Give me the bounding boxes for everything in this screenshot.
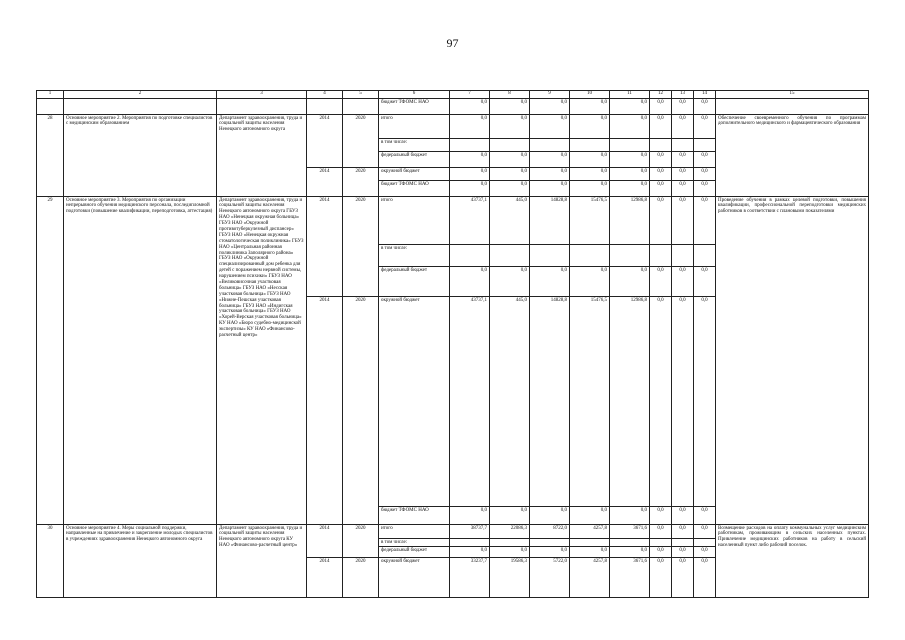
start-year-cell: 2014 <box>307 297 343 525</box>
value-cell: 0,0 <box>694 547 716 558</box>
value-cell: 0,0 <box>610 99 650 115</box>
empty-cell <box>307 99 343 115</box>
start-year-cell: 2014 <box>307 115 343 168</box>
value-cell: 0,0 <box>610 267 650 297</box>
value-cell <box>694 539 716 547</box>
column-number-cell: 11 <box>610 91 650 99</box>
value-cell: 0,0 <box>490 181 530 197</box>
value-cell: 15476,5 <box>570 197 610 245</box>
funding-source-cell: бюджет ТФОМС НАО <box>379 181 450 197</box>
value-cell: 0,0 <box>694 267 716 297</box>
empty-cell <box>217 99 307 115</box>
value-cell: 0,0 <box>650 547 672 558</box>
start-year-cell: 2014 <box>307 558 343 598</box>
value-cell: 0,0 <box>570 152 610 168</box>
value-cell <box>610 539 650 547</box>
funding-source-cell: в том числе: <box>379 245 450 267</box>
value-cell <box>570 139 610 152</box>
value-cell: 0,0 <box>570 168 610 181</box>
column-number-cell: 9 <box>530 91 570 99</box>
value-cell: 0,0 <box>530 152 570 168</box>
value-cell: 0,0 <box>530 115 570 139</box>
value-cell: 0,0 <box>672 547 694 558</box>
expected-result-cell: Проведение обучения в рамках целевой подготовки, повышения квалификации, профессиональной переподготовки медицинских работников в соответствии с плановыми показателями <box>716 197 869 525</box>
expected-result-cell: Возмещение расходов на оплату коммунальных услуг медицинским работникам, проживающим в сельских населенных пунктах. Привлечение медицинских работников на работу в сельский населенный пункт либо рабочий поселок. <box>716 525 869 598</box>
table-row <box>37 197 869 245</box>
value-cell: 0,0 <box>694 152 716 168</box>
value-cell: 0,0 <box>570 115 610 139</box>
value-cell: 0,0 <box>490 547 530 558</box>
column-number-cell: 2 <box>64 91 217 99</box>
column-number-cell: 3 <box>217 91 307 99</box>
value-cell <box>450 245 490 267</box>
column-number-cell: 8 <box>490 91 530 99</box>
value-cell: 0,0 <box>450 168 490 181</box>
value-cell: 0,0 <box>530 547 570 558</box>
value-cell <box>530 139 570 152</box>
program-table <box>36 90 869 598</box>
value-cell: 0,0 <box>530 507 570 525</box>
value-cell: 0,0 <box>530 99 570 115</box>
value-cell: 0,0 <box>672 507 694 525</box>
column-number-cell: 1 <box>37 91 64 99</box>
executor-cell: Департамент здравоохранения, труда и социальной защиты населения Ненецкого автономного округа <box>217 115 307 197</box>
value-cell: 15476,5 <box>570 297 610 507</box>
value-cell: 33237,7 <box>450 558 490 598</box>
start-year-cell: 2014 <box>307 525 343 558</box>
value-cell: 0,0 <box>530 181 570 197</box>
value-cell: 43737,1 <box>450 297 490 507</box>
value-cell: 0,0 <box>650 267 672 297</box>
value-cell: 0,0 <box>450 267 490 297</box>
value-cell: 38737,7 <box>450 525 490 539</box>
value-cell: 8722,0 <box>530 525 570 539</box>
value-cell: 0,0 <box>490 152 530 168</box>
end-year-cell: 2020 <box>343 115 379 168</box>
value-cell <box>694 139 716 152</box>
value-cell: 0,0 <box>650 99 672 115</box>
executor-cell: Департамент здравоохранения, труда и социальной защиты населения Ненецкого автономного округа КУ НАО «Финансово-расчетный центр» <box>217 525 307 598</box>
value-cell: 0,0 <box>570 547 610 558</box>
value-cell: 0,0 <box>650 168 672 181</box>
value-cell: 0,0 <box>650 115 672 139</box>
funding-source-cell: бюджет ТФОМС НАО <box>379 99 450 115</box>
empty-cell <box>37 99 64 115</box>
value-cell: 0,0 <box>450 507 490 525</box>
column-number-cell: 13 <box>672 91 694 99</box>
column-number-cell: 6 <box>379 91 450 99</box>
value-cell: 0,0 <box>650 197 672 245</box>
value-cell: 0,0 <box>694 558 716 598</box>
end-year-cell: 2020 <box>343 197 379 297</box>
value-cell: 4257,8 <box>570 558 610 598</box>
value-cell: 0,0 <box>672 115 694 139</box>
value-cell: 0,0 <box>610 181 650 197</box>
value-cell: 0,0 <box>672 297 694 507</box>
end-year-cell: 2020 <box>343 558 379 598</box>
value-cell: 5722,0 <box>530 558 570 598</box>
value-cell: 0,0 <box>490 267 530 297</box>
value-cell <box>490 245 530 267</box>
value-cell: 0,0 <box>610 168 650 181</box>
value-cell: 0,0 <box>650 558 672 598</box>
value-cell: 445,0 <box>490 297 530 507</box>
value-cell: 0,0 <box>570 507 610 525</box>
value-cell <box>610 139 650 152</box>
column-number-cell: 15 <box>716 91 869 99</box>
funding-source-cell: окружной бюджет <box>379 297 450 507</box>
value-cell <box>672 539 694 547</box>
value-cell <box>570 245 610 267</box>
value-cell <box>450 539 490 547</box>
value-cell: 0,0 <box>672 181 694 197</box>
value-cell <box>650 539 672 547</box>
expected-result-cell: Обеспечение своевременного обучения по программам дополнительного медицинского и фармацевтического образования <box>716 115 869 197</box>
value-cell <box>694 245 716 267</box>
value-cell <box>450 139 490 152</box>
value-cell: 0,0 <box>610 547 650 558</box>
column-number-cell: 4 <box>307 91 343 99</box>
value-cell: 0,0 <box>672 168 694 181</box>
value-cell: 0,0 <box>672 152 694 168</box>
empty-cell <box>343 99 379 115</box>
value-cell: 0,0 <box>530 168 570 181</box>
value-cell <box>490 539 530 547</box>
header-row <box>37 91 869 99</box>
funding-source-cell: окружной бюджет <box>379 168 450 181</box>
value-cell: 0,0 <box>450 115 490 139</box>
value-cell: 0,0 <box>650 152 672 168</box>
value-cell: 12986,8 <box>610 197 650 245</box>
column-number-cell: 14 <box>694 91 716 99</box>
value-cell: 3671,6 <box>610 558 650 598</box>
value-cell <box>530 245 570 267</box>
row-number-cell: 29 <box>37 197 64 525</box>
funding-source-cell: итого <box>379 115 450 139</box>
value-cell <box>490 139 530 152</box>
value-cell <box>650 139 672 152</box>
value-cell: 0,0 <box>570 99 610 115</box>
value-cell: 19586,3 <box>490 558 530 598</box>
funding-source-cell: федеральный бюджет <box>379 152 450 168</box>
column-number-cell: 10 <box>570 91 610 99</box>
value-cell: 0,0 <box>672 525 694 539</box>
value-cell: 0,0 <box>530 267 570 297</box>
table-row <box>37 99 869 115</box>
funding-source-cell: итого <box>379 525 450 539</box>
value-cell: 0,0 <box>650 525 672 539</box>
value-cell: 12986,8 <box>610 297 650 507</box>
value-cell: 0,0 <box>694 507 716 525</box>
value-cell: 0,0 <box>450 181 490 197</box>
value-cell: 0,0 <box>650 297 672 507</box>
value-cell: 0,0 <box>694 99 716 115</box>
value-cell <box>650 245 672 267</box>
empty-cell <box>716 99 869 115</box>
value-cell: 0,0 <box>672 197 694 245</box>
value-cell: 0,0 <box>694 297 716 507</box>
page-number: 97 <box>446 36 459 50</box>
start-year-cell: 2014 <box>307 197 343 297</box>
activity-name-cell: Основное мероприятие 2. Мероприятия по подготовке специалистов с медицинским образованием <box>64 115 217 197</box>
column-number-cell: 7 <box>450 91 490 99</box>
executor-cell: Департамент здравоохранения, труда и социальной защиты населения Ненецкого автономного округа ГБУЗ НАО «Ненецкая окружная больница» ГБУЗ НАО «Окружной противотуберкулезный диспансер» ГБУЗ НАО «Ненецкая окружная стоматологическая поликлиника» ГБУЗ НАО «Центральная районная поликлиника Заполярного района» ГБУЗ НАО «Окружной специализированный дом ребенка для детей с поражением нервной системы, нарушением психики» ГБУЗ НАО «Великовисочная участковая больница» ГБУЗ НАО «Несская участковая больница» ГБУЗ НАО «Нижне-Пешская участковая больница» ГБУЗ НАО «Индигская участковая больница» ГБУЗ НАО «Хорей-Верская участковая больница» КУ НАО «Бюро судебно-медицинской экспертизы» КУ НАО «Финансово-расчетный центр» <box>217 197 307 525</box>
row-number-cell: 30 <box>37 525 64 598</box>
value-cell <box>672 245 694 267</box>
value-cell: 0,0 <box>610 507 650 525</box>
funding-source-cell: в том числе: <box>379 539 450 547</box>
value-cell: 0,0 <box>610 152 650 168</box>
funding-source-cell: бюджет ТФОМС НАО <box>379 507 450 525</box>
value-cell <box>570 539 610 547</box>
value-cell: 0,0 <box>490 115 530 139</box>
value-cell: 445,0 <box>490 197 530 245</box>
value-cell: 0,0 <box>450 99 490 115</box>
value-cell: 0,0 <box>672 558 694 598</box>
funding-source-cell: федеральный бюджет <box>379 267 450 297</box>
value-cell: 0,0 <box>672 99 694 115</box>
value-cell: 0,0 <box>694 197 716 245</box>
column-number-cell: 12 <box>650 91 672 99</box>
value-cell <box>672 139 694 152</box>
value-cell: 0,0 <box>672 267 694 297</box>
activity-name-cell: Основное мероприятие 3. Мероприятия по организации непрерывного обучения медицинского персонала, последипломной подготовки (повышение квалификации, переподготовка, аттестация) <box>64 197 217 525</box>
value-cell: 0,0 <box>650 507 672 525</box>
value-cell: 22086,3 <box>490 525 530 539</box>
value-cell <box>610 245 650 267</box>
value-cell: 0,0 <box>450 152 490 168</box>
end-year-cell: 2020 <box>343 525 379 558</box>
value-cell: 4257,8 <box>570 525 610 539</box>
value-cell: 0,0 <box>570 181 610 197</box>
end-year-cell: 2020 <box>343 168 379 197</box>
value-cell: 14828,8 <box>530 197 570 245</box>
value-cell: 0,0 <box>490 99 530 115</box>
funding-source-cell: федеральный бюджет <box>379 547 450 558</box>
value-cell: 0,0 <box>694 525 716 539</box>
value-cell: 43737,1 <box>450 197 490 245</box>
funding-source-cell: итого <box>379 197 450 245</box>
value-cell: 3671,6 <box>610 525 650 539</box>
value-cell: 0,0 <box>610 115 650 139</box>
row-number-cell: 28 <box>37 115 64 197</box>
column-number-cell: 5 <box>343 91 379 99</box>
value-cell: 14828,8 <box>530 297 570 507</box>
value-cell: 0,0 <box>490 507 530 525</box>
activity-name-cell: Основное мероприятие 4. Меры социальной поддержки, направленные на привлечение и закрепление молодых специалистов в учреждениях здравоохранения Ненецкого автономного округа <box>64 525 217 598</box>
value-cell: 0,0 <box>650 181 672 197</box>
value-cell: 0,0 <box>570 267 610 297</box>
value-cell <box>530 539 570 547</box>
funding-source-cell: окружной бюджет <box>379 558 450 598</box>
end-year-cell: 2020 <box>343 297 379 525</box>
value-cell: 0,0 <box>694 168 716 181</box>
start-year-cell: 2014 <box>307 168 343 197</box>
funding-source-cell: в том числе: <box>379 139 450 152</box>
value-cell: 0,0 <box>450 547 490 558</box>
table-row <box>37 115 869 139</box>
value-cell: 0,0 <box>694 181 716 197</box>
table-row <box>37 525 869 539</box>
empty-cell <box>64 99 217 115</box>
value-cell: 0,0 <box>694 115 716 139</box>
value-cell: 0,0 <box>490 168 530 181</box>
